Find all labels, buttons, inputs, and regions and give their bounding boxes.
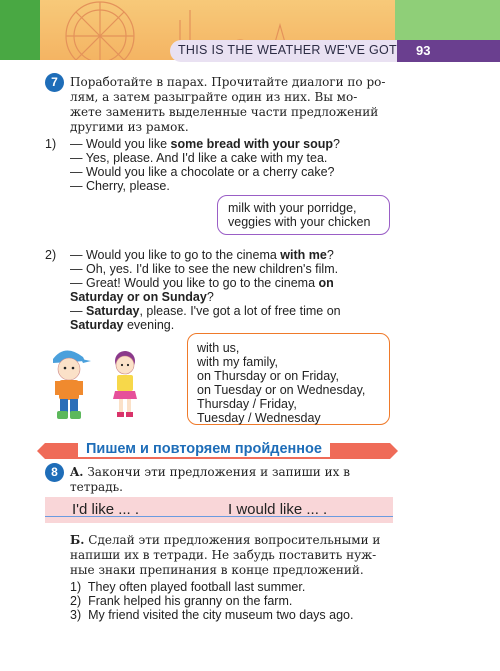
instruction-line: тетрадь. [70,480,123,494]
dialog-line: — Great! Would you like to go to the cinema on [70,276,334,290]
header-green-block [0,0,40,60]
boy-illustration [53,350,91,419]
instruction-line: Поработайте в парах. Прочитайте диалоги по ро- [70,75,386,89]
list-item: 3) My friend visited the city museum two days ago. [70,608,354,622]
list-item: 1) They often played football last summer. [70,580,306,594]
page-number-badge [397,40,500,62]
girl-illustration [113,351,137,417]
dialog-line: Saturday or on Sunday? [70,290,214,304]
page-title: THIS IS THE WEATHER WE'VE GOT [178,43,397,57]
handwriting-example: I'd like ... . [72,501,140,518]
dialog-line: — Cherry, please. [70,179,170,193]
box-line: Thursday / Friday, [197,397,297,411]
instruction-line: ные знаки препинания в конце предложений. [70,563,364,577]
kids-illustration [45,345,155,425]
exercise-number-7: 7 [45,73,64,92]
dialog-number: 2) [45,248,57,262]
dialog-line: — Would you like to go to the cinema with me? [70,248,334,262]
dialog-number: 1) [45,137,57,151]
instruction-line: другими из рамок. [70,120,189,134]
list-item: 2) Frank helped his granny on the farm. [70,594,293,608]
handwriting-example: I would like ... . [228,501,328,518]
dialog-line: — Would you like a chocolate or a cherry cake? [70,165,335,179]
dialog-line: — Saturday, please. I've got a lot of free time on [70,304,341,318]
dialog-line: — Would you like some bread with your soup? [70,137,340,151]
dialog-line: Saturday evening. [70,318,175,332]
box-line: with us, [197,341,240,355]
box-line: on Tuesday or on Wednesday, [197,383,366,397]
instruction-line: лям, а затем разыграйте один из них. Вы мо- [70,90,358,104]
dialog-line: — Yes, please. And I'd like a cake with my tea. [70,151,328,165]
box-line: Tuesday / Wednesday [197,411,321,425]
page-number: 93 [416,43,431,58]
box-line: veggies with your chicken [228,215,371,229]
section-title: Пишем и повторяем пройденное [78,441,330,457]
instruction-line: Б. Сделай эти предложения вопросительными и [70,533,381,547]
instruction-line: A. Закончи эти предложения и запиши их в [70,465,350,479]
box-line: milk with your porridge, [228,201,357,215]
instruction-line: жете заменить выделенные части предложений [70,105,379,119]
box-line: with my family, [197,355,279,369]
dialog-line: — Oh, yes. I'd like to see the new children's film. [70,262,339,276]
box-line: on Thursday or on Friday, [197,369,339,383]
exercise-number-8: 8 [45,463,64,482]
instruction-line: напиши их в тетради. Не забудь поставить нуж- [70,548,377,562]
